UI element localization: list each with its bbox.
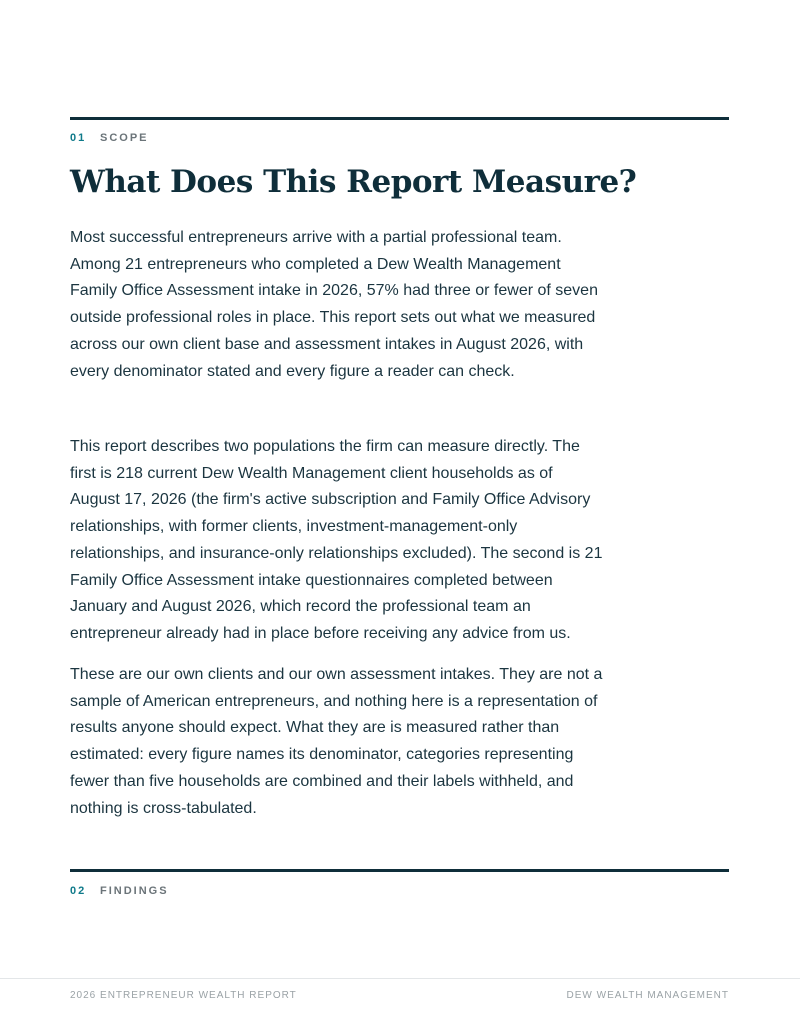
section-number: 02 [70, 885, 87, 897]
section-name: FINDINGS [100, 885, 169, 897]
section-label-scope [70, 132, 149, 144]
body-paragraph: This report describes two populations the firm can measure directly. The first is 218 current Dew Wealth Management client households as of August 17, 2026 (the firm's active subscription and Family Office Advisory relationships, with former clients, investment-management-only relationships, and insurance-only relationships excluded). The second is 21 Family Office Assessment intake questionnaires completed between January and August 2026, which record the professional team an entrepreneur already had in place before receiving any advice from us. [70, 438, 603, 642]
body-paragraph: Most successful entrepreneurs arrive with a partial professional team. Among 21 entrepreneurs who completed a Dew Wealth Management Family Office Assessment intake in 2026, 57% had three or fewer of seven outside professional roles in place. This report sets out what we measured across our own client base and assessment intakes in August 2026, with every denominator stated and every figure a reader can check. [70, 229, 598, 380]
footer-divider [0, 978, 800, 979]
section-divider [70, 869, 729, 872]
page-title: What Does This Report Measure? [70, 164, 637, 200]
body-paragraph: These are our own clients and our own assessment intakes. They are not a sample of American entrepreneurs, and nothing here is a representation of results anyone should expect. What they are is measured rather than estimated: every figure names its denominator, categories representing fewer than five households are combined and their labels withheld, and nothing is cross-tabulated. [70, 666, 603, 817]
section-name: SCOPE [100, 132, 149, 144]
section-label-findings [70, 885, 169, 897]
footer-firm-name: DEW WEALTH MANAGEMENT [566, 990, 729, 1001]
section-divider [70, 117, 729, 120]
section-number: 01 [70, 132, 87, 144]
footer-report-title: 2026 ENTREPRENEUR WEALTH REPORT [70, 990, 297, 1001]
